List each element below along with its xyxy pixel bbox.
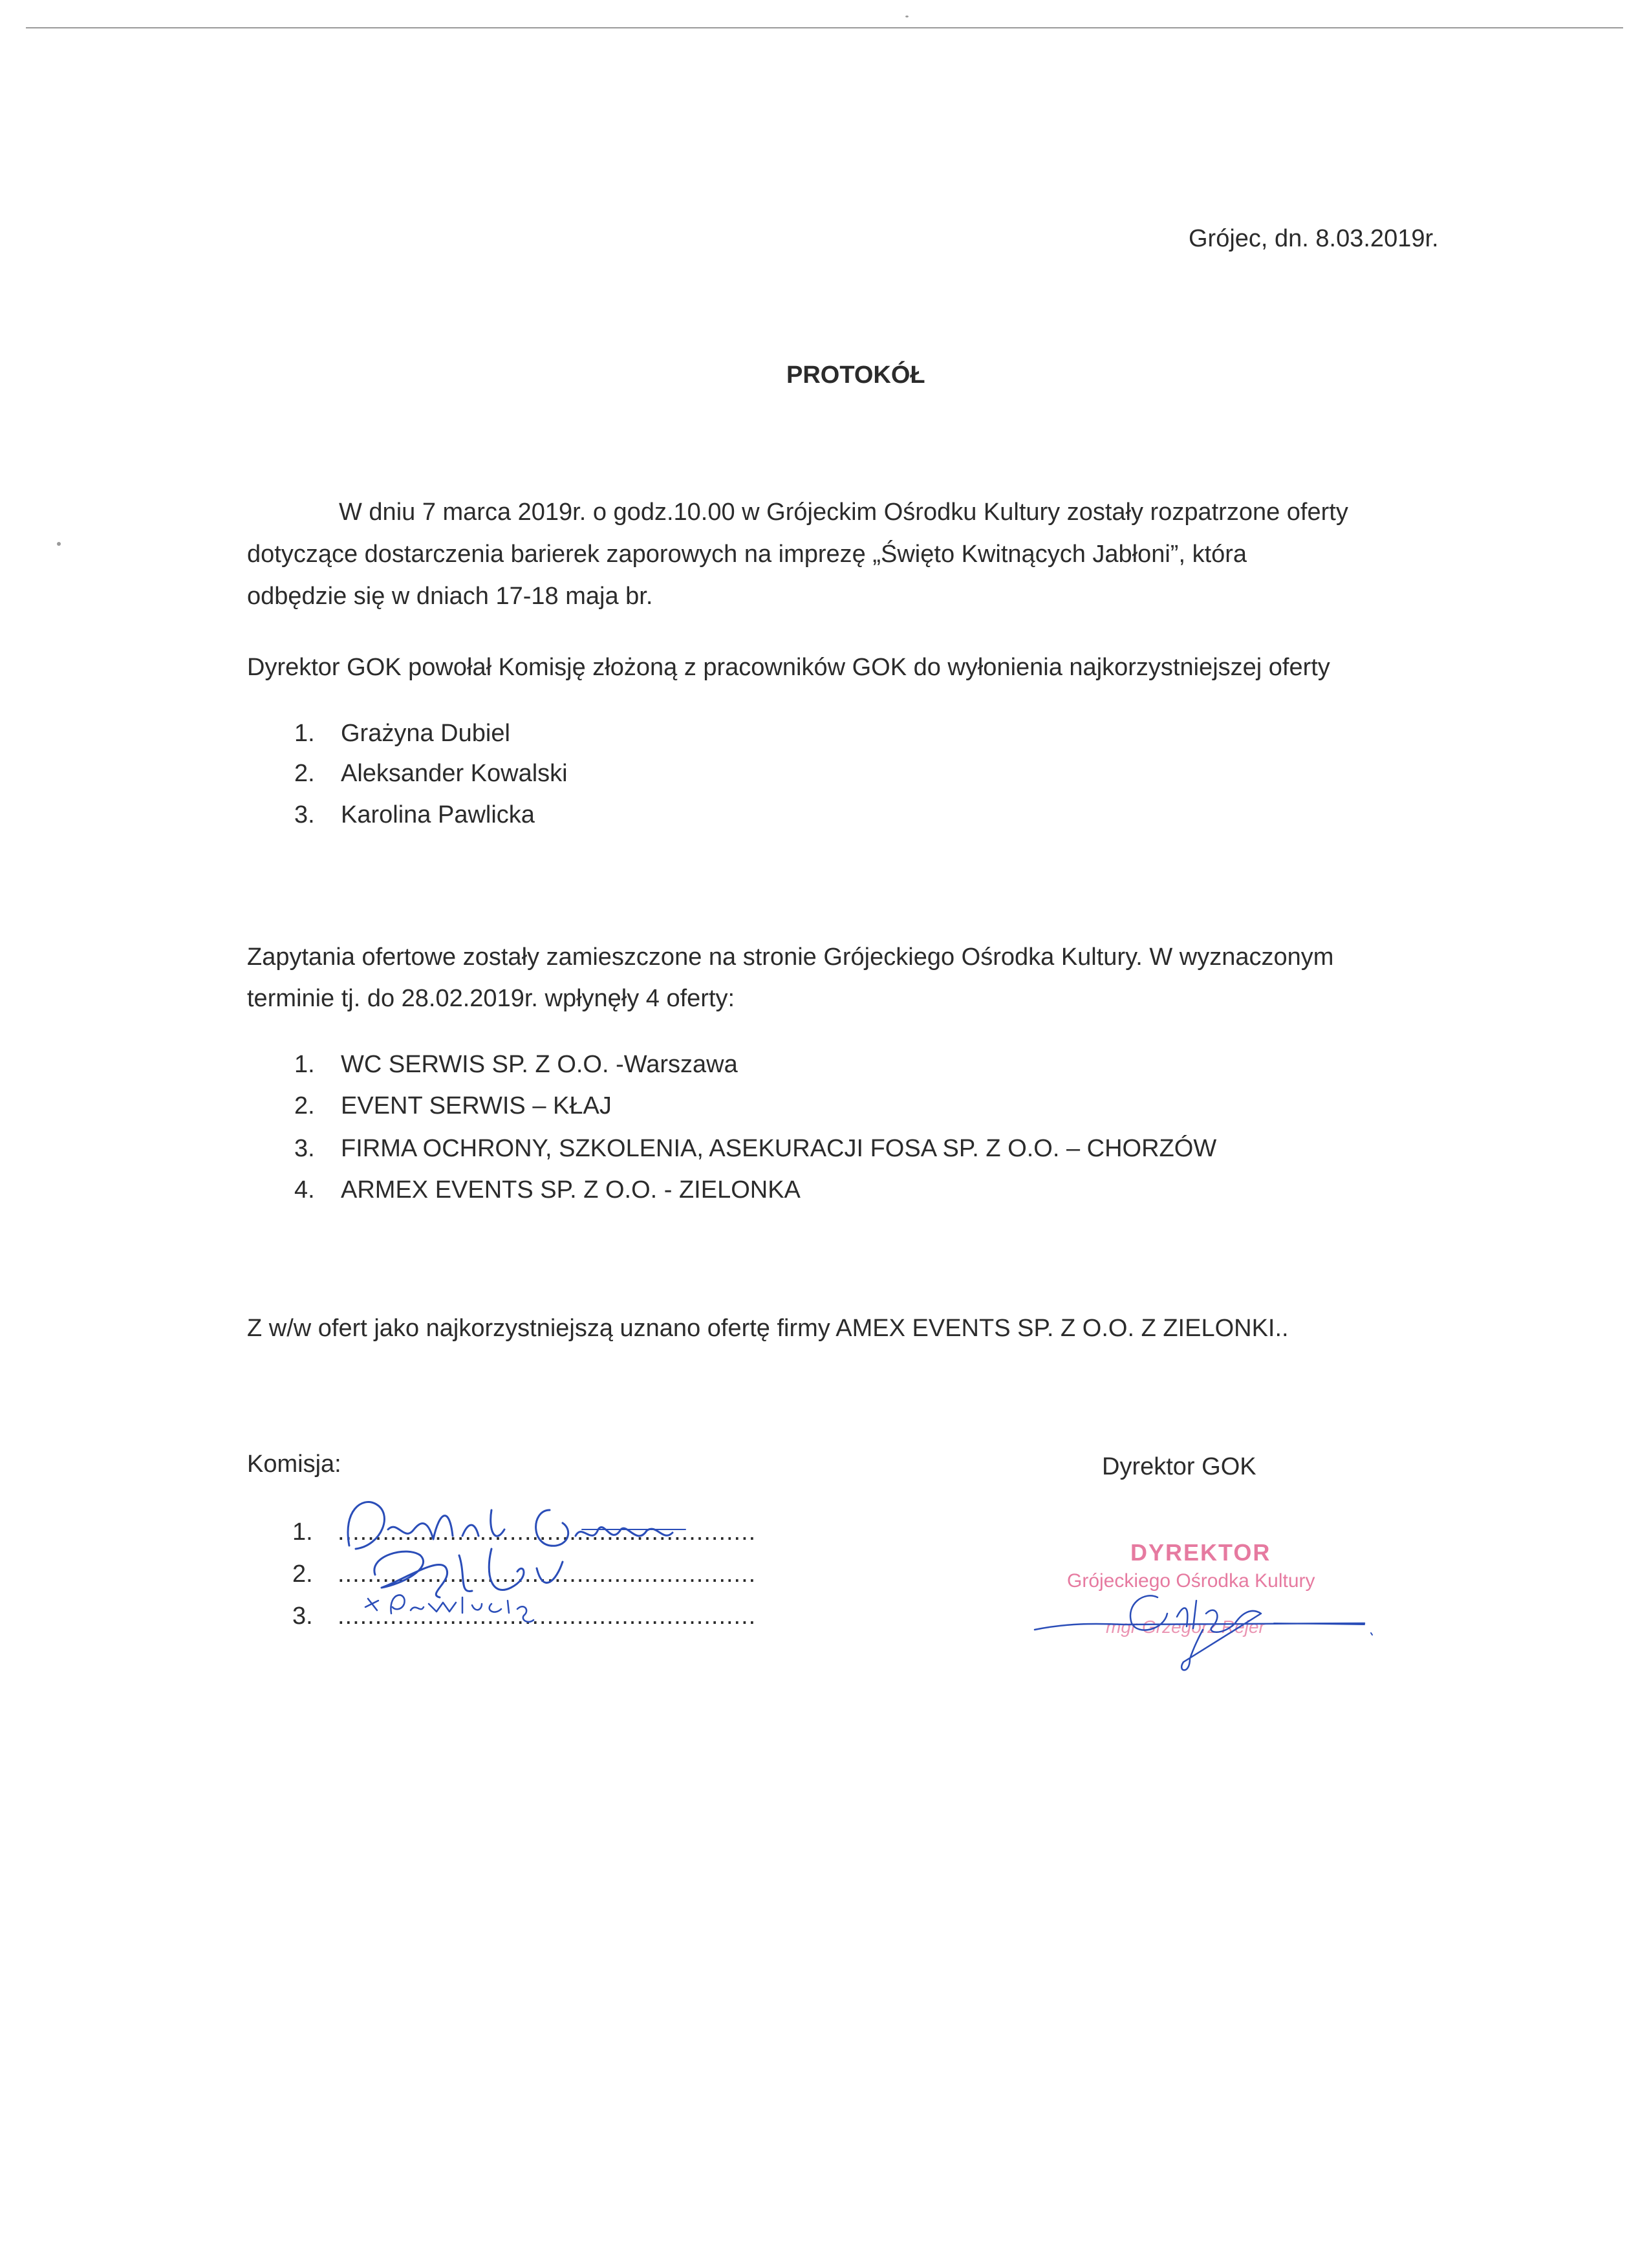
conclusion: Z w/w ofert jako najkorzystniejszą uznano ofertę firmy AMEX EVENTS SP. Z O.O. Z ZIELONKI.. (247, 1315, 1289, 1342)
scan-top-edge-line (26, 27, 1623, 28)
intro-line-2: dotyczące dostarczenia barierek zaporowych na imprezę „Święto Kwitnących Jabłoni”, która (247, 541, 1247, 568)
list-number: 3. (292, 1603, 313, 1630)
committee-member (294, 799, 535, 831)
scan-speck (905, 16, 909, 17)
list-number: 1. (294, 1051, 315, 1078)
signature-dots: ........................................................ (338, 1561, 757, 1588)
offer-name: EVENT SERWIS – KŁAJ (341, 1092, 612, 1119)
committee-member (294, 718, 510, 750)
offer-item (294, 1049, 738, 1081)
offer-item (294, 1090, 612, 1122)
scan-speck (57, 542, 61, 546)
signature-dots: ........................................................ (338, 1518, 757, 1546)
offers-intro-line-1: Zapytania ofertowe zostały zamieszczone na stronie Grójeckiego Ośrodka Kultury. W wyznaczonym (247, 944, 1334, 971)
document-title: PROTOKÓŁ (786, 362, 925, 389)
committee-intro: Dyrektor GOK powołał Komisję złożoną z pracowników GOK do wyłonienia najkorzystniejszej oferty (247, 654, 1330, 681)
list-number: 2. (294, 1092, 315, 1119)
offer-name: ARMEX EVENTS SP. Z O.O. - ZIELONKA (341, 1176, 801, 1204)
offer-name: FIRMA OCHRONY, SZKOLENIA, ASEKURACJI FOSA SP. Z O.O. – CHORZÓW (341, 1135, 1217, 1162)
place-date: Grójec, dn. 8.03.2019r. (1189, 225, 1439, 252)
offer-item (294, 1174, 801, 1206)
intro-line-3: odbędzie się w dniach 17-18 maja br. (247, 583, 653, 610)
handwritten-signature-3 (359, 1584, 540, 1630)
director-label: Dyrektor GOK (1102, 1453, 1256, 1480)
committee-label: Komisja: (247, 1451, 341, 1478)
committee-member (294, 758, 568, 790)
list-number: 2. (294, 760, 315, 787)
signature-dots: ........................................................ (338, 1603, 757, 1630)
offer-name: WC SERWIS SP. Z O.O. -Warszawa (341, 1051, 738, 1078)
offer-item (294, 1133, 1216, 1165)
stamp-title: DYREKTOR (1130, 1539, 1271, 1566)
list-number: 2. (292, 1561, 313, 1588)
member-name: Aleksander Kowalski (341, 760, 568, 787)
intro-line-1: W dniu 7 marca 2019r. o godz.10.00 w Grójeckim Ośrodku Kultury zostały rozpatrzone oferty (339, 499, 1348, 526)
stamp-institution: Grójeckiego Ośrodka Kultury (1067, 1570, 1315, 1592)
director-handwritten-signature (1028, 1578, 1390, 1701)
offers-intro-line-2: terminie tj. do 28.02.2019r. wpłynęły 4 oferty: (247, 985, 735, 1012)
list-number: 4. (294, 1176, 315, 1204)
list-number: 3. (294, 1135, 315, 1162)
stamp-name: mgr Grzegorz Rejer (1106, 1617, 1265, 1637)
member-name: Karolina Pawlicka (341, 801, 535, 828)
list-number: 1. (294, 720, 315, 747)
member-name: Grażyna Dubiel (341, 720, 510, 747)
list-number: 3. (294, 801, 315, 828)
list-number: 1. (292, 1518, 313, 1546)
